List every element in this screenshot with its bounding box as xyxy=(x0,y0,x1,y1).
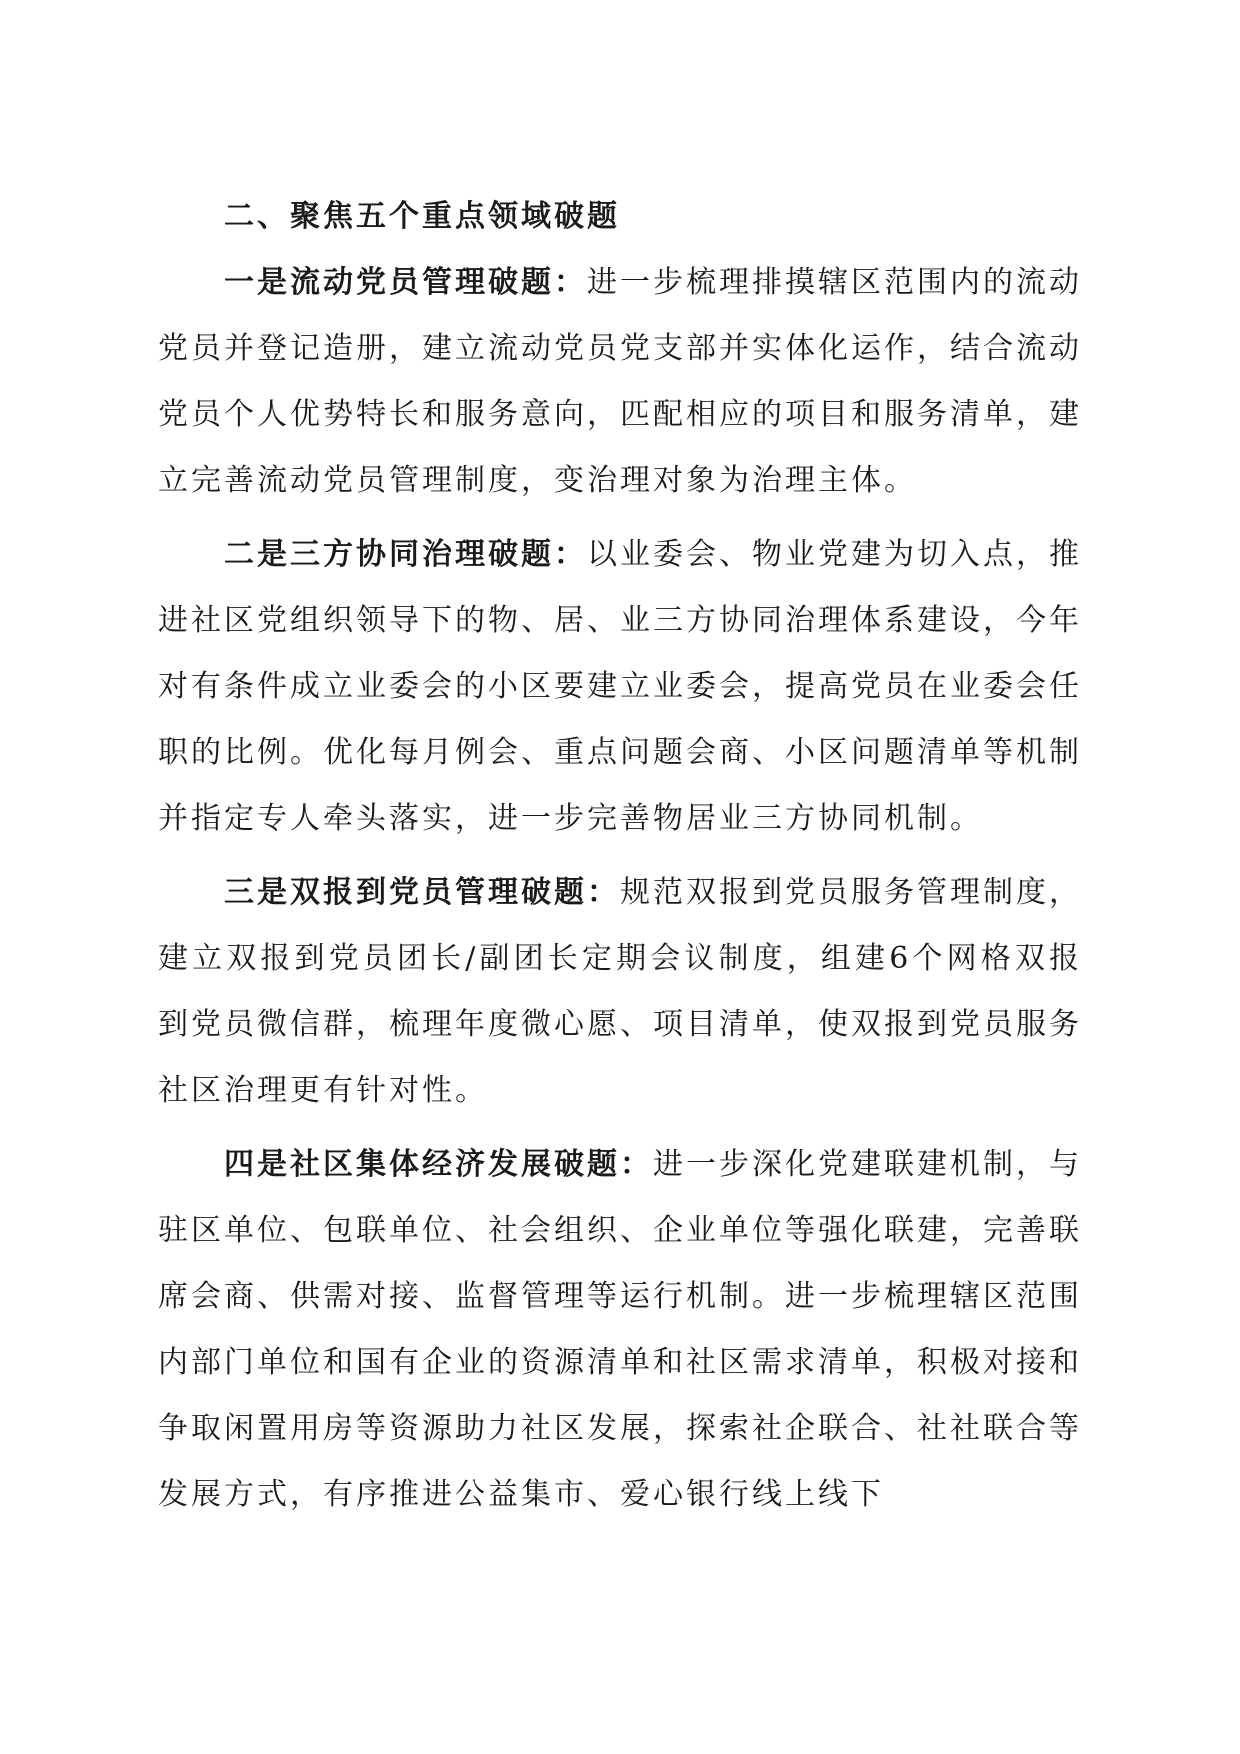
paragraph-body: 规范双报到党员服务管理制度，建立双报到党员团长/副团长定期会议制度，组建6个网格双报到党员微信群，梳理年度微心愿、项目清单，使双报到党员服务社区治理更有针对性。 xyxy=(158,875,1082,1108)
paragraph-lead: 四是社区集体经济发展破题： xyxy=(224,1147,653,1182)
paragraph-mobile-party-members xyxy=(158,250,1082,514)
paragraph-tripartite-governance xyxy=(158,522,1082,852)
paragraph-lead: 三是双报到党员管理破题： xyxy=(224,875,620,910)
paragraph-body: 进一步梳理排摸辖区范围内的流动党员并登记造册，建立流动党员党支部并实体化运作，结合流动党员个人优势特长和服务意向，匹配相应的项目和服务清单，建立完善流动党员管理制度，变治理对象为治理主体。 xyxy=(158,265,1082,498)
paragraph-body: 以业委会、物业党建为切入点，推进社区党组织领导下的物、居、业三方协同治理体系建设，今年对有条件成立业委会的小区要建立业委会，提高党员在业委会任职的比例。优化每月例会、重点问题会商、小区问题清单等机制并指定专人牵头落实，进一步完善物居业三方协同机制。 xyxy=(158,537,1082,836)
paragraph-lead: 一是流动党员管理破题： xyxy=(224,265,587,300)
paragraph-lead: 二是三方协同治理破题： xyxy=(224,537,587,572)
paragraph-body: 进一步深化党建联建机制，与驻区单位、包联单位、社会组织、企业单位等强化联建，完善联席会商、供需对接、监督管理等运行机制。进一步梳理辖区范围内部门单位和国有企业的资源清单和社区需求清单，积极对接和争取闲置用房等资源助力社区发展，探索社企联合、社社联合等发展方式，有序推进公益集市、爱心银行线上线下 xyxy=(158,1147,1082,1512)
document-body xyxy=(158,184,1082,1536)
paragraph-dual-registration xyxy=(158,860,1082,1124)
section-title: 二、聚焦五个重点领域破题 xyxy=(224,199,620,234)
paragraph-collective-economy xyxy=(158,1132,1082,1528)
